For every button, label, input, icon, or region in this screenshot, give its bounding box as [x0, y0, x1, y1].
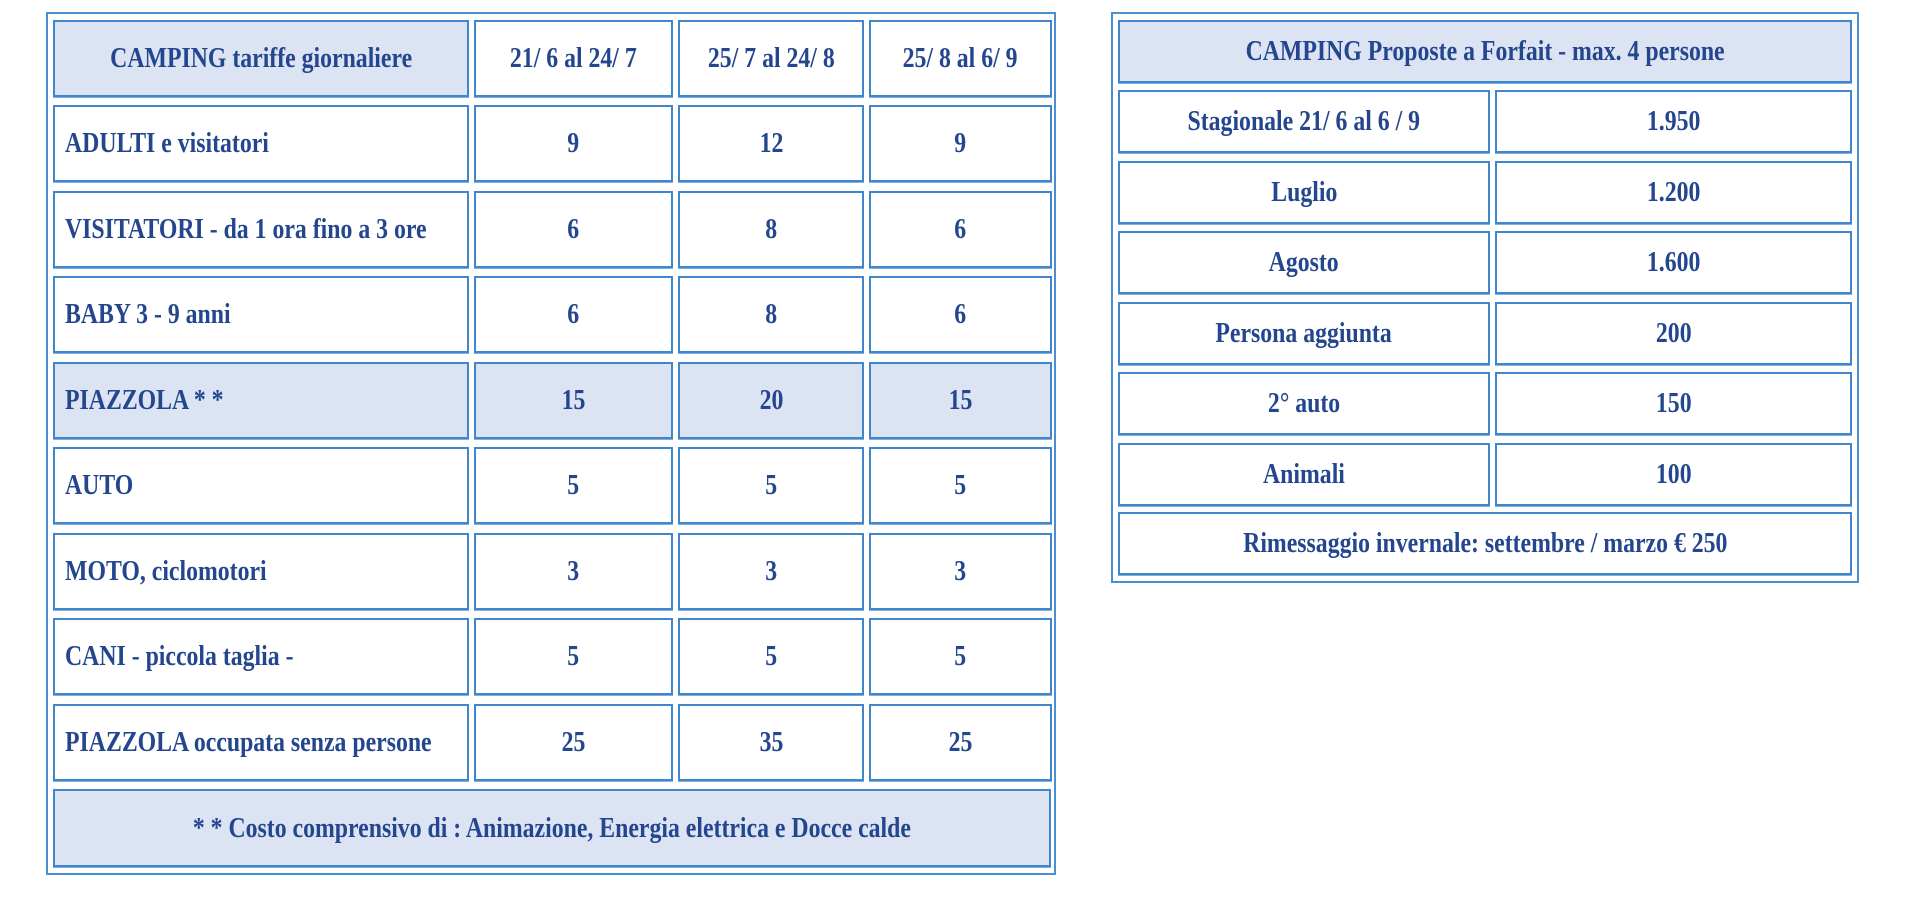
forfait-row-value: [1495, 372, 1852, 435]
rate-value-text: 12: [759, 127, 783, 159]
rate-row-label: [53, 191, 469, 268]
rate-value: [678, 533, 864, 610]
rate-value: [678, 704, 864, 781]
rate-value: [474, 447, 673, 524]
forfait-row-value: [1495, 90, 1852, 153]
rate-value: [869, 191, 1052, 268]
forfait-row-value-text: 1.600: [1646, 246, 1701, 278]
rate-value-text: 5: [567, 640, 580, 672]
rate-value-text: 25: [561, 725, 586, 758]
rate-value-text: 25: [948, 725, 973, 758]
forfait-row-value: [1495, 161, 1852, 224]
forfait-row-label-text: Stagionale 21/ 6 al 6 / 9: [1187, 105, 1421, 137]
forfait-table-footer-text: Rimessaggio invernale: settembre / marzo € 250: [1242, 527, 1728, 559]
rate-value-text: 3: [765, 554, 777, 587]
forfait-row-label: [1118, 372, 1490, 435]
rate-row-label-text: AUTO: [65, 469, 134, 501]
rate-value-text: 5: [954, 469, 967, 501]
rate-row-label: [53, 447, 469, 524]
rate-row-label: [53, 704, 469, 781]
rate-value: [869, 533, 1052, 610]
rate-value-text: 35: [759, 725, 783, 758]
rate-value-text: 6: [954, 212, 967, 245]
rate-value: [678, 618, 864, 695]
rate-value-text: 15: [561, 383, 586, 416]
rate-value: [474, 105, 673, 182]
rate-value-text: 3: [954, 554, 967, 587]
rate-row-label-text: BABY 3 - 9 anni: [65, 298, 231, 330]
rate-value-text: 9: [567, 127, 580, 159]
forfait-row-value-text: 150: [1655, 387, 1692, 419]
forfait-row-value-text: 1.950: [1646, 105, 1701, 137]
daily-table-title: [53, 20, 469, 97]
forfait-row-label: [1118, 90, 1490, 153]
rate-value: [869, 704, 1052, 781]
rate-value-text: 20: [759, 383, 783, 416]
forfait-table-title-text: CAMPING Proposte a Forfait - max. 4 persone: [1245, 35, 1725, 67]
daily-table-footnote-text: * * Costo comprensivo di : Animazione, Energia elettrica e Docce calde: [192, 811, 912, 844]
rate-value: [474, 362, 673, 439]
rate-row-label: [53, 362, 469, 439]
forfait-table-title: [1118, 20, 1852, 83]
forfait-row-label: [1118, 443, 1490, 506]
period-header-text: 21/ 6 al 24/ 7: [510, 42, 637, 74]
period-header: [869, 20, 1052, 97]
forfait-row-label: [1118, 161, 1490, 224]
rate-value-text: 6: [567, 298, 580, 330]
rate-value: [869, 447, 1052, 524]
rate-value: [474, 618, 673, 695]
forfait-row-value-text: 200: [1655, 316, 1692, 349]
rate-value-text: 5: [765, 469, 777, 501]
rate-row-label-text: PIAZZOLA * *: [65, 383, 224, 416]
forfait-row-label-text: Luglio: [1270, 175, 1338, 208]
rate-value-text: 5: [954, 640, 967, 672]
rate-row-label: [53, 533, 469, 610]
rate-row-label-text: CANI - piccola taglia -: [65, 640, 294, 672]
rate-value-text: 5: [765, 640, 777, 672]
rate-value-text: 8: [765, 298, 777, 330]
rate-value: [678, 362, 864, 439]
rate-value: [678, 191, 864, 268]
rate-value: [869, 276, 1052, 353]
rate-row-label-text: ADULTI e visitatori: [65, 127, 269, 159]
rate-value: [869, 105, 1052, 182]
forfait-row-label: [1118, 231, 1490, 294]
rate-value: [474, 191, 673, 268]
forfait-row-value-text: 100: [1655, 457, 1692, 490]
rate-value: [474, 533, 673, 610]
rate-value: [678, 105, 864, 182]
rate-row-label: [53, 276, 469, 353]
period-header: [474, 20, 673, 97]
forfait-row-value: [1495, 443, 1852, 506]
rate-row-label-text: MOTO, ciclomotori: [65, 554, 267, 587]
forfait-table-footer: [1118, 512, 1852, 575]
forfait-row-label-text: 2° auto: [1267, 387, 1341, 419]
forfait-row-label-text: Agosto: [1268, 246, 1340, 278]
forfait-row-value: [1495, 231, 1852, 294]
forfait-row-value: [1495, 302, 1852, 365]
rate-row-label: [53, 618, 469, 695]
rate-value: [678, 447, 864, 524]
rate-value-text: 5: [567, 469, 580, 501]
rate-row-label-text: PIAZZOLA occupata senza persone: [65, 725, 432, 758]
forfait-row-label-text: Animali: [1263, 457, 1345, 490]
rate-value-text: 8: [765, 212, 777, 245]
forfait-row-label-text: Persona aggiunta: [1215, 316, 1393, 349]
forfait-row-label: [1118, 302, 1490, 365]
rate-value: [678, 276, 864, 353]
rate-value: [869, 362, 1052, 439]
daily-table-title-text: CAMPING tariffe giornaliere: [109, 42, 412, 74]
period-header-text: 25/ 7 al 24/ 8: [707, 42, 835, 74]
rate-value-text: 3: [567, 554, 580, 587]
forfait-row-value-text: 1.200: [1646, 175, 1701, 208]
rate-value: [474, 704, 673, 781]
rate-row-label-text: VISITATORI - da 1 ora fino a 3 ore: [65, 212, 427, 245]
rate-value: [474, 276, 673, 353]
daily-table-footnote: [53, 789, 1051, 867]
period-header: [678, 20, 864, 97]
rate-value-text: 6: [567, 212, 580, 245]
rate-value-text: 15: [948, 383, 973, 416]
rate-value: [869, 618, 1052, 695]
rate-row-label: [53, 105, 469, 182]
rate-value-text: 6: [954, 298, 967, 330]
period-header-text: 25/ 8 al 6/ 9: [903, 42, 1018, 74]
rate-value-text: 9: [954, 127, 967, 159]
